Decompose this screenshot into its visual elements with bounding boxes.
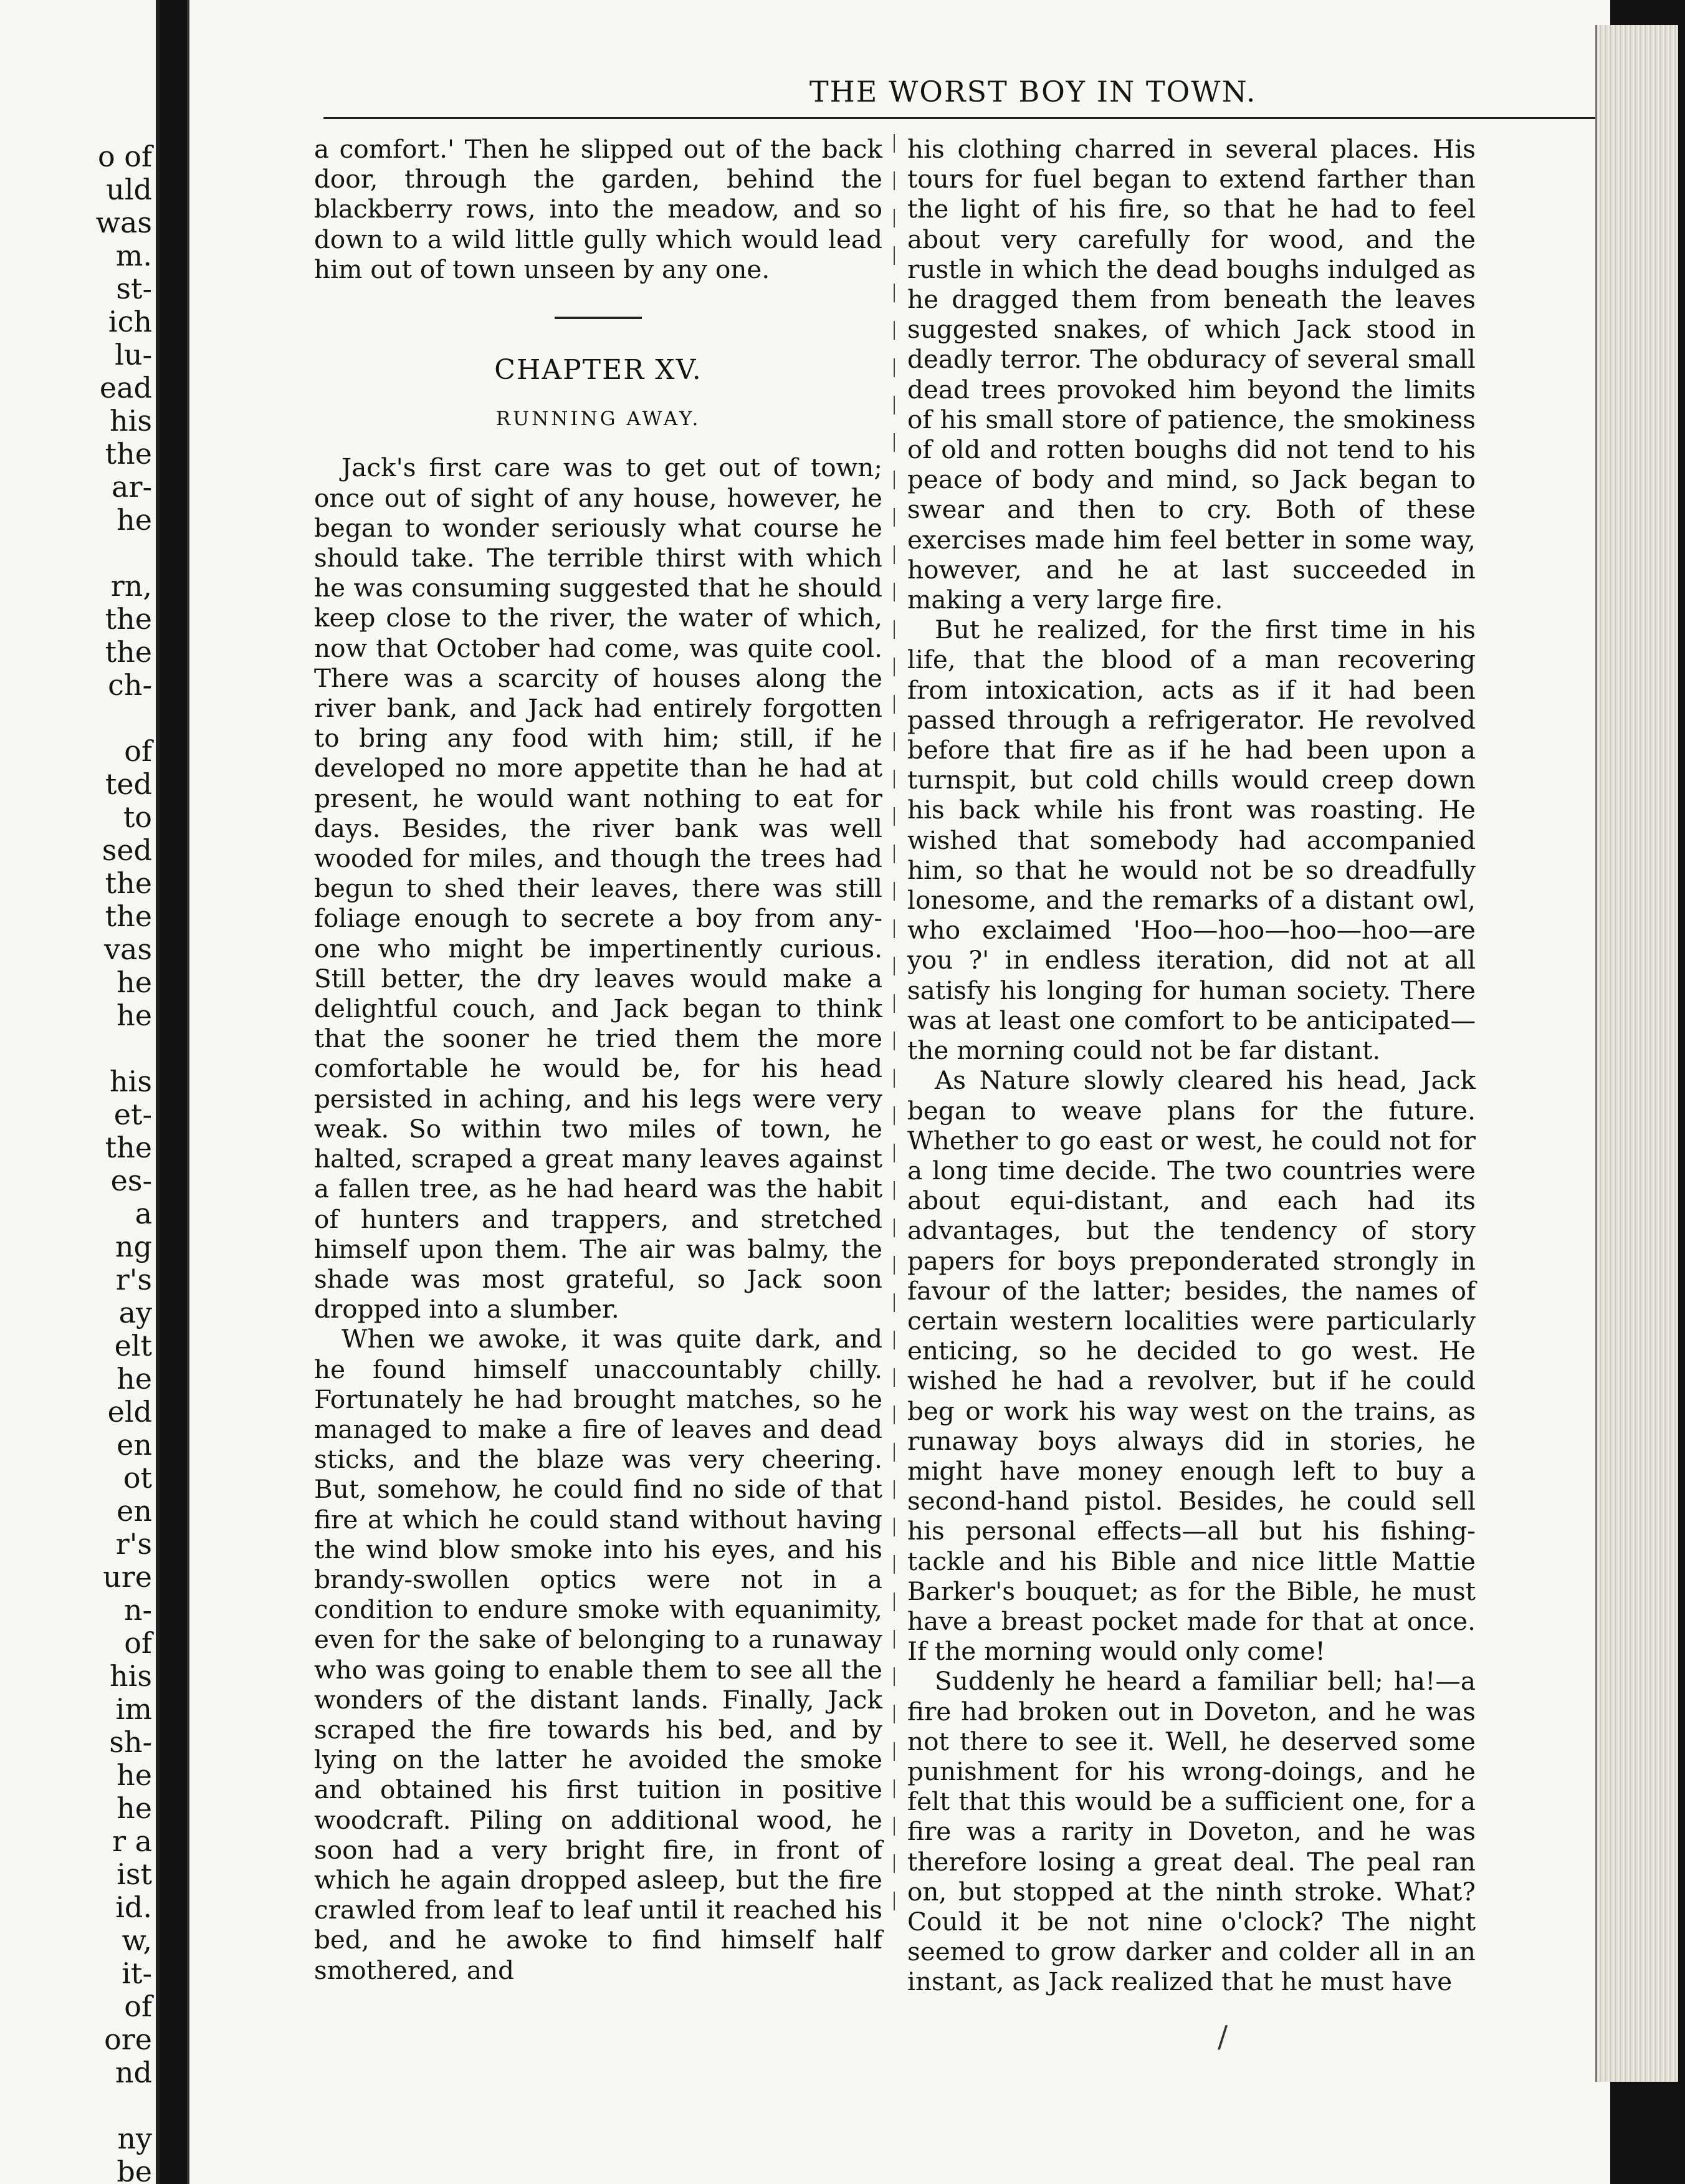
left-page-line-fragment: st-	[116, 272, 152, 305]
left-page-line-fragment: ist	[117, 1857, 152, 1891]
left-page-line-fragment: r's	[115, 1263, 152, 1296]
chapter-heading: CHAPTER XV.	[494, 354, 702, 386]
paragraph: As Nature slowly cleared his head, Jack began to weave plans for the future. Whether to go east or west, he could not for a long time decide. The two countries were about equi-distant, and each had its advantages, but the tendency of story papers for boys preponderated strongly in favour of the latter; besides, the names of certain western localities were particularly enticing, so he decided to go west. He wished he had a revolver, but if he could beg or work his way west on the trains, as runaway boys always did in stories, he might have money enough left to buy a second-hand pistol. Besides, he could sell his personal effects—all but his fishing-tackle and his Bible and nice little Mattie Barker's bouquet; as for the Bible, he must have a breast pocket made for that at once. If the morning would only come!	[907, 1065, 1476, 1667]
left-page-line-fragment: r's	[115, 1527, 152, 1561]
left-page-line-fragment: w,	[122, 1923, 152, 1957]
chapter-subtitle: RUNNING AWAY.	[495, 408, 701, 431]
left-page-line-fragment: en	[117, 1428, 152, 1462]
left-page-line-fragment: he	[117, 1362, 152, 1396]
section-divider	[555, 317, 642, 319]
left-page-line-fragment: of	[124, 734, 152, 768]
paragraph-continuation: a comfort.' Then he slipped out of the back door, through the garden, behind the blackberry rows, into the meadow, and so down to a wild little gully which would lead him out of town unseen by any one.	[314, 134, 882, 284]
paragraph-continuation: his clothing charred in several places. His tours for fuel began to extend farther than the light of his fire, so that he had to feel about very carefully for wood, and the rustle in which the dead boughs indulged as he dragged them from beneath the leaves suggested snakes, of which Jack stood in deadly terror. The obduracy of several small dead trees provoked him beyond the limits of his small store of patience, the smokiness of old and rotten boughs did not tend to his peace of body and mind, so Jack began to swear and then to cry. Both of these exercises made him feel better in some way, however, and he at last succeeded in making a very large fire.	[907, 134, 1476, 615]
left-page-line-fragment: lu-	[115, 338, 152, 371]
left-page-line-fragment: r a	[112, 1824, 152, 1858]
paragraph: When we awoke, it was quite dark, and he found himself unaccountably chilly. Fortunately he had brought matches, so he managed to make a fire of leaves and dead sticks, and the blaze was very cheering. But, somehow, he could find no side of that fire at which he could stand without having the wind blow smoke into his eyes, and his brandy-swollen optics were not in a condition to endure smoke with equanimity, even for the sake of belonging to a runaway who was going to enable them to see all the wonders of the distant lands. Finally, Jack scraped the fire towards his bed, and by lying on the latter he avoided the smoke and obtained his first tuition in positive woodcraft. Piling on additional wood, he soon had a very bright fire, in front of which he again dropped asleep, but the fire crawled from leaf to leaf until it reached his bed, and he awoke to find himself half smothered, and	[314, 1324, 882, 1985]
left-page-line-fragment: the	[105, 866, 152, 900]
book-page-edges	[1595, 25, 1678, 2082]
page-header	[323, 75, 1601, 118]
column-divider	[894, 134, 895, 1929]
left-page-line-fragment: was	[95, 206, 152, 239]
left-page-line-fragment: n-	[123, 1593, 152, 1627]
main-page	[187, 0, 1610, 2184]
left-page-line-fragment: he	[117, 999, 152, 1032]
left-page-line-fragment: m.	[115, 239, 152, 272]
left-page-line-fragment: ch-	[108, 668, 152, 702]
left-page-line-fragment: es-	[110, 1164, 152, 1197]
left-page-line-fragment: ure	[103, 1560, 152, 1594]
paragraph: Suddenly he heard a familiar bell; ha!—a fire had broken out in Doveton, and he was not there to see it. Well, he deserved some punishment for his wrong-doings, and he felt that this would be a sufficient one, for a fire was a rarity in Doveton, and he was therefore losing a great deal. The peal ran on, but stopped at the ninth stroke. What? Could it be not nine o'clock? The night seemed to grow darker and colder all in an instant, as Jack realized that he must have	[907, 1666, 1476, 1997]
left-page-fragment	[0, 0, 160, 2184]
left-page-line-fragment: the	[105, 635, 152, 669]
left-page-line-fragment: ay	[118, 1296, 152, 1329]
left-page-line-fragment: ead	[99, 371, 152, 405]
left-page-line-fragment: the	[105, 602, 152, 636]
text-column-right	[907, 134, 1476, 1997]
stray-pen-mark: /	[1218, 2019, 1228, 2054]
left-page-line-fragment: en	[117, 1494, 152, 1528]
left-page-line-fragment: his	[110, 1065, 152, 1098]
left-page-line-fragment: he	[117, 965, 152, 999]
left-page-line-fragment: sh-	[109, 1725, 152, 1759]
left-page-line-fragment: ng	[115, 1230, 152, 1263]
text-column-left	[314, 134, 882, 1985]
left-page-line-fragment: ted	[105, 767, 152, 801]
header-rule	[323, 117, 1644, 119]
left-page-line-fragment: to	[123, 800, 152, 834]
left-page-line-fragment: he	[117, 503, 152, 537]
left-page-line-fragment: rn,	[110, 569, 152, 603]
left-page-line-fragment: et-	[113, 1098, 152, 1131]
left-page-line-fragment: the	[105, 1131, 152, 1164]
left-page-line-fragment: elt	[114, 1329, 152, 1363]
running-title: THE WORST BOY IN TOWN.	[809, 75, 1257, 108]
left-page-line-fragment: ar-	[112, 470, 152, 504]
left-page-line-fragment: ot	[123, 1461, 152, 1495]
left-page-line-fragment: be	[117, 2155, 152, 2184]
left-page-line-fragment: vas	[103, 932, 152, 966]
left-page-line-fragment: his	[110, 1659, 152, 1693]
left-page-line-fragment: eld	[107, 1395, 152, 1429]
paragraph: But he realized, for the first time in his life, that the blood of a man recovering from intoxication, acts as if it had been passed through a refrigerator. He revolved before that fire as if he had been upon a turnspit, but cold chills would creep down his back while his front was roasting. He wished that somebody had accompanied him, so that he would not be so dreadfully lonesome, and the remarks of a distant owl, who exclaimed 'Hoo—hoo—hoo—hoo—are you ?' in endless iteration, did not at all satisfy his longing for human society. There was at least one comfort to be anticipated—the morning could not be far distant.	[907, 615, 1476, 1066]
left-page-line-fragment: ore	[104, 2023, 152, 2056]
left-page-line-fragment: of	[124, 1990, 152, 2023]
left-page-line-fragment: ny	[117, 2122, 152, 2155]
left-page-line-fragment: he	[117, 1758, 152, 1792]
left-page-line-fragment: his	[110, 404, 152, 438]
left-page-line-fragment: nd	[115, 2056, 152, 2089]
left-page-line-fragment: o of	[97, 140, 152, 173]
left-page-line-fragment: the	[105, 437, 152, 471]
left-page-line-fragment: of	[124, 1626, 152, 1660]
left-page-line-fragment: the	[105, 899, 152, 933]
left-page-line-fragment: uld	[106, 173, 152, 206]
left-page-line-fragment: he	[117, 1791, 152, 1825]
left-page-line-fragment: sed	[102, 833, 152, 867]
left-page-line-fragment: it-	[122, 1957, 152, 1990]
left-page-line-fragment: a	[135, 1197, 152, 1230]
left-page-line-fragment: im	[115, 1692, 152, 1726]
left-page-line-fragment: ich	[108, 305, 152, 338]
paragraph: Jack's first care was to get out of town; once out of sight of any house, however, he began to wonder seriously what course he should take. The terrible thirst with which he was consuming suggested that he should keep close to the river, the water of which, now that October had come, was quite cool. There was a scarcity of houses along the river bank, and Jack had entirely forgotten to bring any food with him; still, if he developed no more appetite than he had at present, he would want nothing to eat for days. Besides, the river bank was well wooded for miles, and though the trees had begun to shed their leaves, there was still foliage enough to secrete a boy from any-one who might be impertinently curious. Still better, the dry leaves would make a delightful couch, and Jack began to think that the sooner he tried them the more comfortable he would be, for his head persisted in aching, and his legs were very weak. So within two miles of town, he halted, scraped a great many leaves against a fallen tree, as he had heard was the habit of hunters and trappers, and stretched himself upon them. The air was balmy, the shade was most grateful, so Jack soon dropped into a slumber.	[314, 453, 882, 1324]
left-page-line-fragment: id.	[115, 1890, 152, 1924]
